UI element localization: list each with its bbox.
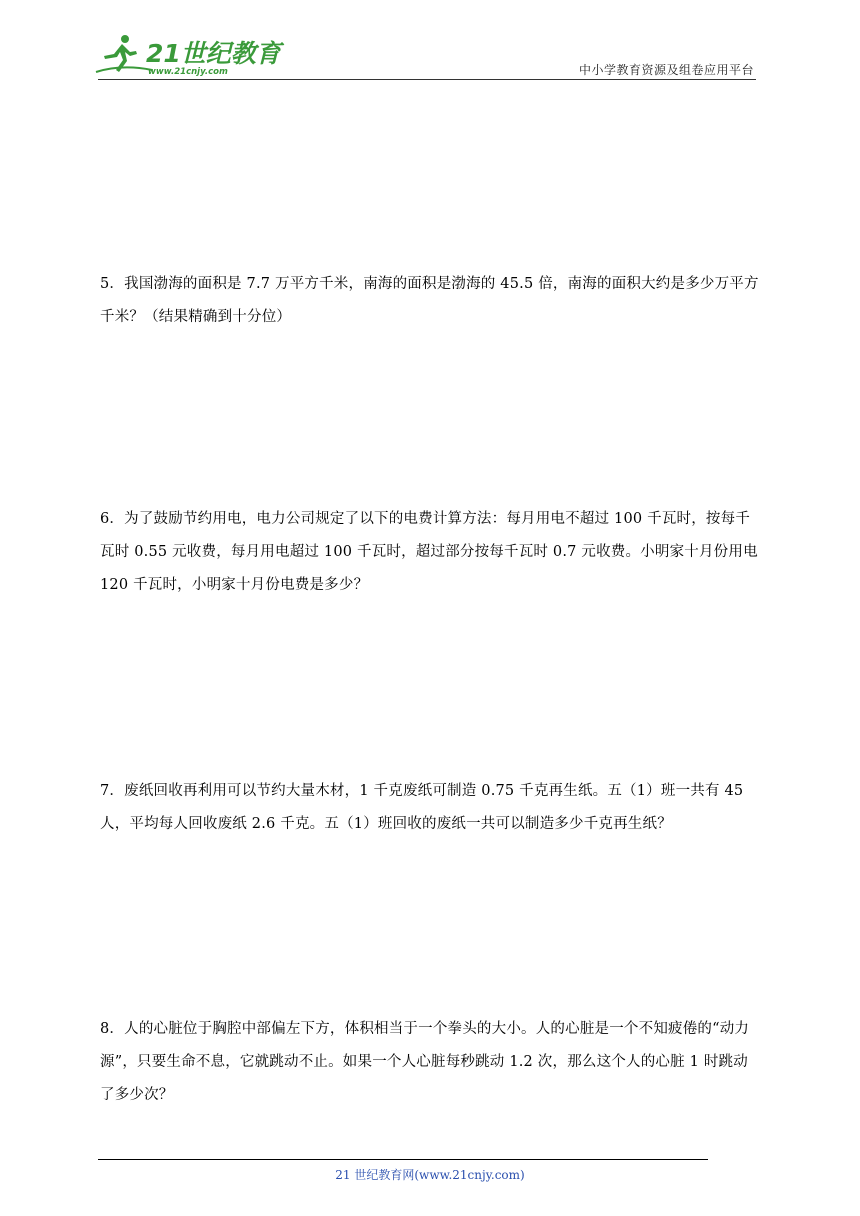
question-6: 6．为了鼓励节约用电，电力公司规定了以下的电费计算方法：每月用电不超过 100 千瓦时，按每千瓦时 0.55 元收费，每月用电超过 100 千瓦时，超过部分按每千瓦时 0.7 元收费。小明家十月份用电 120 千瓦时，小明家十月份电费是多少？ — [100, 511, 758, 593]
platform-name: 中小学教育资源及组卷应用平台 — [578, 63, 754, 77]
header-divider — [98, 79, 756, 80]
running-figure-icon — [104, 35, 137, 72]
page-header — [0, 0, 860, 82]
question-8: 8．人的心脏位于胸腔中部偏左下方，体积相当于一个拳头的大小。人的心脏是一个不知疲倦的“动力源”，只要生命不息，它就跳动不止。如果一个人心脏每秒跳动 1.2 次，那么这个人的心脏 1 时跳动了多少次？ — [100, 1021, 750, 1103]
logo — [92, 32, 281, 78]
logo-url: www.21cnjy.com — [148, 67, 228, 77]
footer-divider — [98, 1159, 708, 1160]
footer-link[interactable]: 21 世纪教育网(www.21cnjy.com) — [335, 1168, 525, 1182]
logo-text: 21世纪教育 — [146, 39, 281, 68]
question-7: 7．废纸回收再利用可以节约大量木材，1 千克废纸可制造 0.75 千克再生纸。五（1）班一共有 45 人，平均每人回收废纸 2.6 千克。五（1）班回收的废纸一共可以制造多少千克再生纸？ — [100, 783, 744, 832]
question-5: 5．我国渤海的面积是 7.7 万平方千米，南海的面积是渤海的 45.5 倍，南海的面积大约是多少万平方千米？（结果精确到十分位） — [100, 276, 759, 325]
